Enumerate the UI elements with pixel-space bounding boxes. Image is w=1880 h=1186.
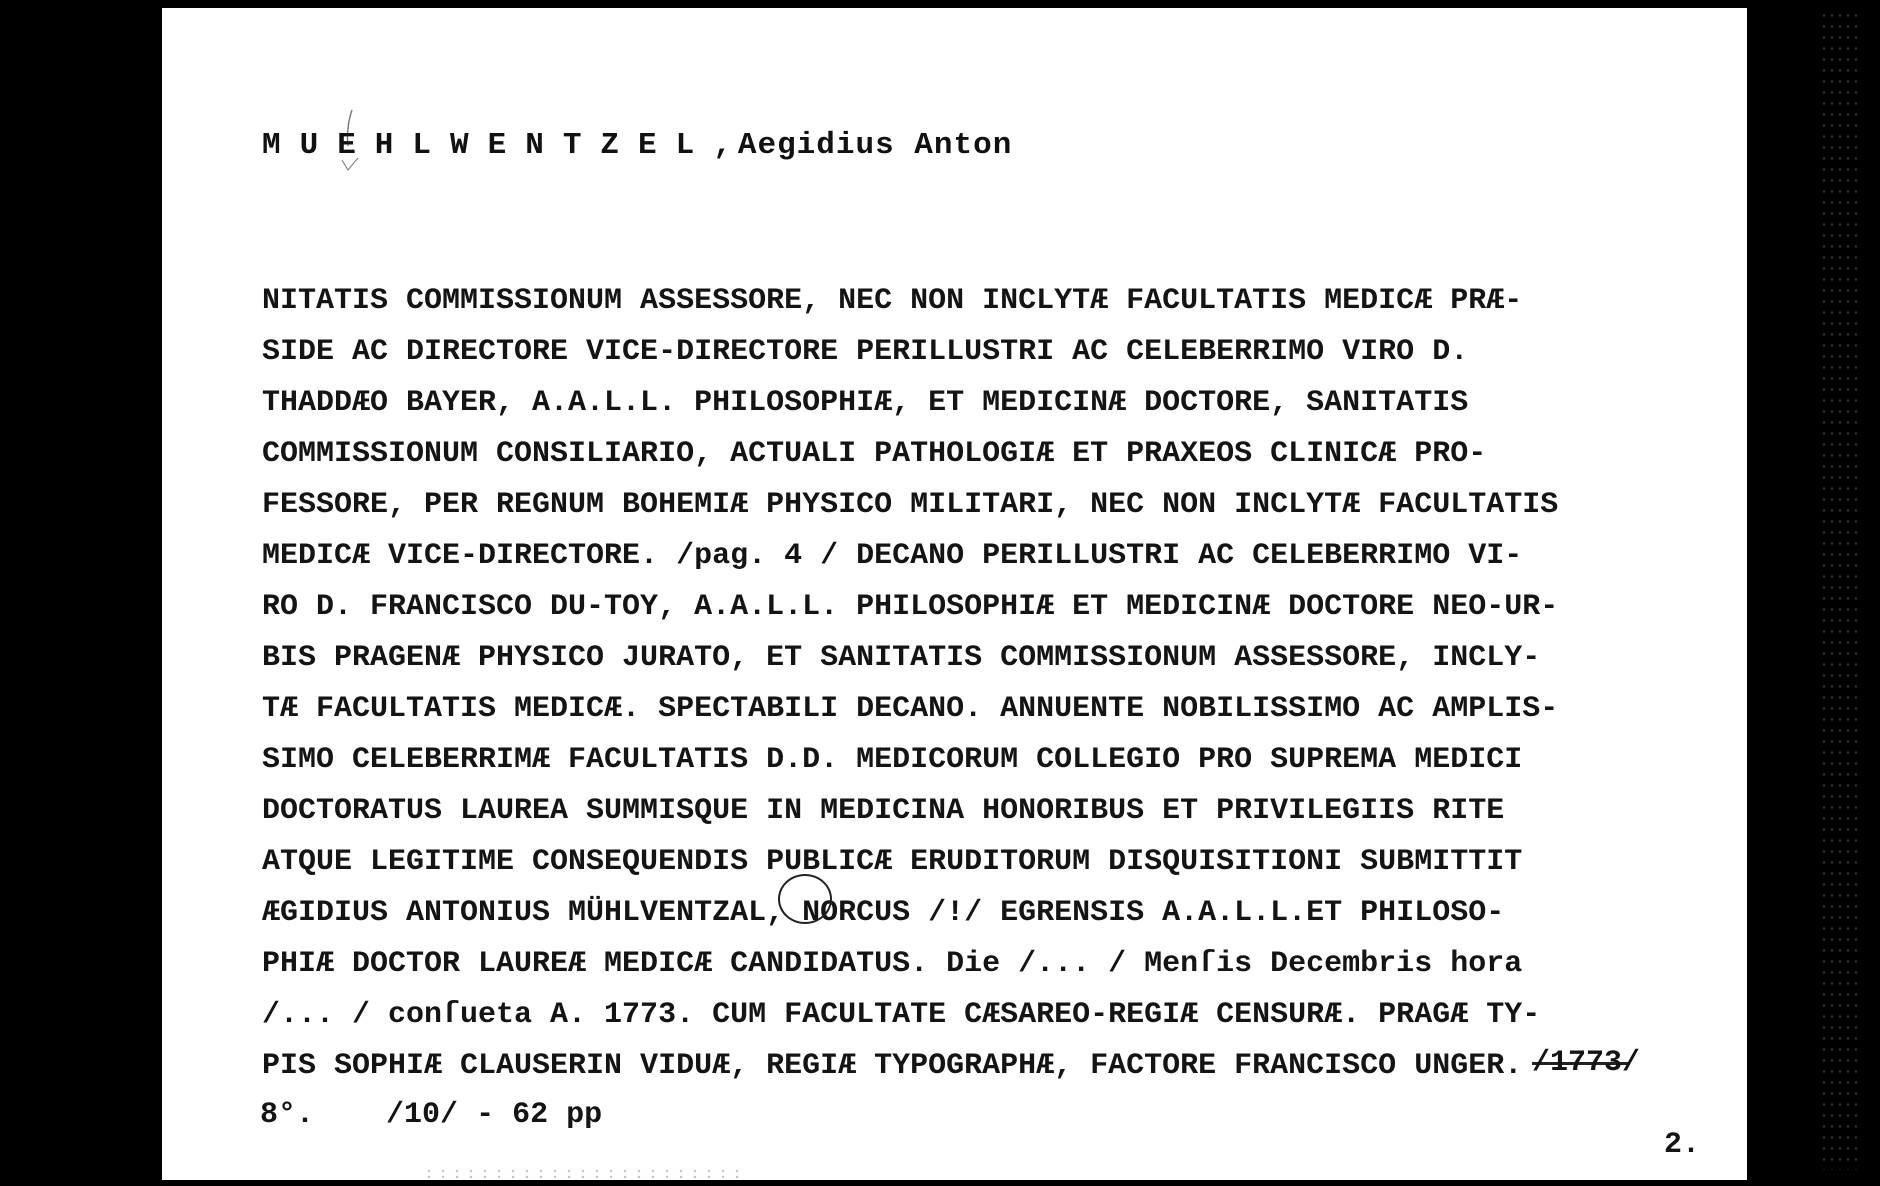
title-line: TÆ FACULTATIS MEDICÆ. SPECTABILI DECANO. ANNUENTE NOBILISSIMO AC AMPLIS- — [262, 692, 1559, 726]
title-line: BIS PRAGENÆ PHYSICO JURATO, ET SANITATIS COMMISSIONUM ASSESSORE, INCLY- — [262, 641, 1541, 675]
page-count: 62 pp — [512, 1098, 603, 1132]
title-line: ATQUE LEGITIME CONSEQUENDIS PUBLICÆ ERUDITORUM DISQUISITIONI SUBMITTIT — [262, 845, 1523, 879]
author-given-names: Aegidius Anton — [737, 128, 1013, 163]
title-line: SIMO CELEBERRIMÆ FACULTATIS D.D. MEDICORUM COLLEGIO PRO SUPREMA MEDICI — [262, 743, 1523, 777]
title-line: NITATIS COMMISSIONUM ASSESSORE, NEC NON INCLYTÆ FACULTATIS MEDICÆ PRÆ- — [262, 284, 1523, 318]
catalog-card — [162, 8, 1747, 1180]
title-line: PHIÆ DOCTOR LAUREÆ MEDICÆ CANDIDATUS. Die /... / Menſis Decembris hora — [262, 947, 1523, 981]
title-line: /... / conſueta A. 1773. CUM FACULTATE CÆSAREO-REGIÆ CENSURÆ. PRAGÆ TY- — [262, 998, 1541, 1032]
title-line: ÆGIDIUS ANTONIUS MÜHLVENTZAL, NORCUS /!/ EGRENSIS A.A.L.L.ET PHILOSO- — [262, 896, 1505, 930]
handwritten-year: /1773/ — [1532, 1046, 1641, 1080]
book-format: 8°. — [260, 1098, 315, 1132]
bibliographic-description — [260, 1098, 602, 1132]
title-line: THADDÆO BAYER, A.A.L.L. PHILOSOPHIÆ, ET MEDICINÆ DOCTORE, SANITATIS — [262, 386, 1469, 420]
title-line: FESSORE, PER REGNUM BOHEMIÆ PHYSICO MILITARI, NEC NON INCLYTÆ FACULTATIS — [262, 488, 1559, 522]
scan-specks — [422, 1168, 742, 1178]
title-transcription — [262, 276, 1692, 1092]
title-line: DOCTORATUS LAUREA SUMMISQUE IN MEDICINA HONORIBUS ET PRIVILEGIIS RITE — [262, 794, 1505, 828]
handwritten-circle-mark — [778, 874, 832, 924]
title-line: COMMISSIONUM CONSILIARIO, ACTUALI PATHOLOGIÆ ET PRAXEOS CLINICÆ PRO- — [262, 437, 1487, 471]
bib-dash: - — [476, 1098, 495, 1132]
title-line: MEDICÆ VICE-DIRECTORE. /pag. 4 / DECANO PERILLUSTRI AC CELEBERRIMO VI- — [262, 539, 1523, 573]
card-number: 2. — [1664, 1128, 1701, 1162]
title-line: PIS SOPHIÆ CLAUSERIN VIDUÆ, REGIÆ TYPOGRAPHÆ, FACTORE FRANCISCO UNGER. — [262, 1049, 1523, 1083]
title-line: RO D. FRANCISCO DU-TOY, A.A.L.L. PHILOSOPHIÆ ET MEDICINÆ DOCTORE NEO-UR- — [262, 590, 1559, 624]
heading-separator: , — [713, 128, 732, 163]
title-line: SIDE AC DIRECTORE VICE-DIRECTORE PERILLUSTRI AC CELEBERRIMO VIRO D. — [262, 335, 1469, 369]
record-heading — [262, 128, 1012, 163]
author-surname: MUEHLWENTZEL — [262, 128, 714, 163]
scan-border-noise — [1820, 10, 1860, 1170]
preliminary-pages: /10/ — [386, 1098, 459, 1132]
